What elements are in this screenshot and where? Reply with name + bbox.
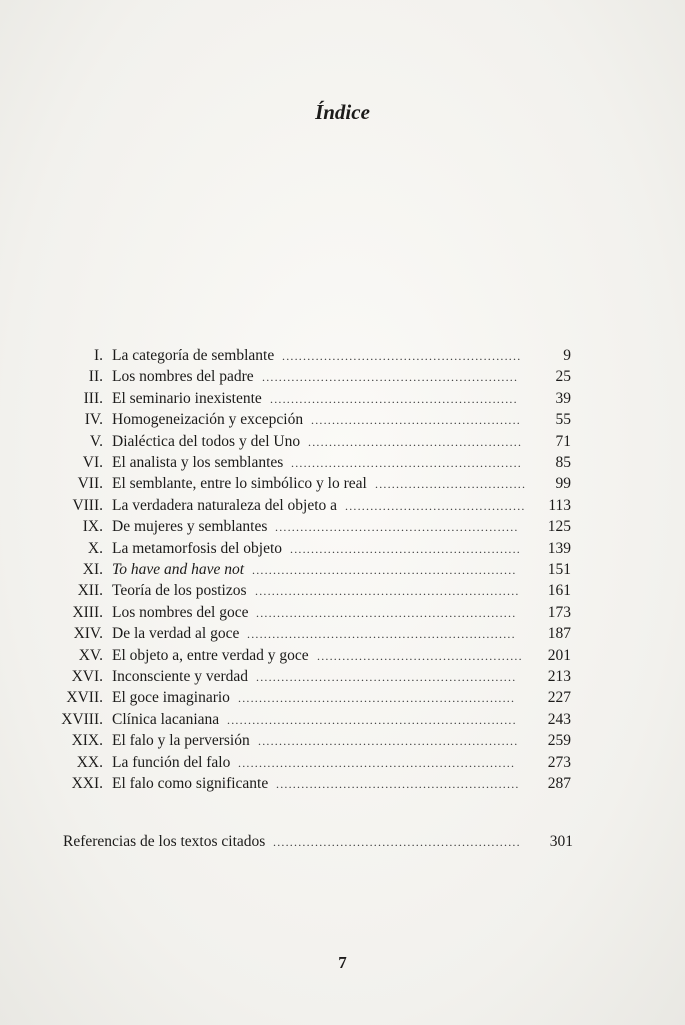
chapter-number: XII. bbox=[77, 582, 103, 600]
chapter-page-number: 259 bbox=[547, 732, 571, 750]
toc-entry bbox=[0, 516, 685, 538]
chapter-title: El analista y los semblantes bbox=[112, 454, 284, 471]
chapter-page-number: 151 bbox=[547, 561, 571, 578]
references-entry bbox=[63, 831, 573, 853]
toc-entry bbox=[0, 452, 685, 474]
toc-entry bbox=[0, 538, 685, 560]
leader-dots: .................................................................. bbox=[238, 691, 516, 706]
toc-entry bbox=[0, 687, 685, 709]
chapter-title: La verdadera naturaleza del objeto a bbox=[112, 496, 338, 514]
leader-dots: ............................................................... bbox=[252, 563, 517, 577]
chapter-page-number: 139 bbox=[547, 539, 571, 557]
leader-dots: ....................................................... bbox=[290, 541, 521, 556]
chapter-number: XX. bbox=[76, 753, 103, 771]
leader-dots: ................................................... bbox=[308, 434, 523, 449]
leader-dots: .......................................................... bbox=[275, 520, 519, 535]
chapter-page-number: 25 bbox=[555, 368, 571, 386]
leader-dots: ........................................... bbox=[345, 498, 526, 513]
chapter-page-number: 125 bbox=[547, 518, 571, 536]
leader-dots: ........................................................... bbox=[273, 835, 521, 849]
toc-entry bbox=[0, 773, 685, 795]
chapter-number: III. bbox=[83, 389, 103, 407]
chapter-page-number: 113 bbox=[548, 496, 571, 514]
toc-entry bbox=[0, 366, 685, 388]
leader-dots: .................................... bbox=[375, 477, 526, 492]
leader-dots: ................................................................ bbox=[247, 627, 516, 642]
page-number: 7 bbox=[338, 953, 347, 972]
toc-entry bbox=[0, 730, 685, 752]
chapter-title: El seminario inexistente bbox=[112, 389, 262, 407]
chapter-title: El objeto a, entre verdad y goce bbox=[112, 646, 309, 664]
chapter-page-number: 85 bbox=[555, 454, 571, 471]
chapter-title: El semblante, entre lo simbólico y lo real bbox=[112, 475, 367, 493]
chapter-page-number: 173 bbox=[547, 603, 571, 621]
leader-dots: ..................................................................... bbox=[227, 712, 517, 727]
chapter-title: De mujeres y semblantes bbox=[112, 518, 268, 536]
chapter-number: X. bbox=[87, 539, 103, 557]
chapter-page-number: 273 bbox=[547, 753, 571, 771]
chapter-title: Homogeneización y excepción bbox=[112, 411, 304, 429]
toc-entry bbox=[0, 409, 685, 431]
chapter-title: La categoría de semblante bbox=[112, 347, 275, 364]
chapter-title: Los nombres del padre bbox=[112, 368, 254, 386]
chapter-number: XXI. bbox=[71, 775, 103, 792]
chapter-title: Los nombres del goce bbox=[112, 603, 249, 621]
page-title: Índice bbox=[315, 100, 370, 124]
toc-entry bbox=[0, 666, 685, 688]
chapter-page-number: 39 bbox=[555, 389, 571, 407]
leader-dots: ......................................................... bbox=[282, 349, 522, 363]
chapter-number: XIII. bbox=[72, 603, 103, 621]
chapter-title: El falo como significante bbox=[112, 775, 269, 792]
chapter-page-number: 213 bbox=[547, 668, 571, 685]
chapter-title: Clínica lacaniana bbox=[112, 710, 220, 728]
leader-dots: .............................................................. bbox=[256, 605, 517, 620]
leader-dots: .................................................. bbox=[311, 413, 521, 428]
toc-entry bbox=[0, 580, 685, 602]
leader-dots: ................................................. bbox=[317, 648, 523, 663]
chapter-number: XV. bbox=[78, 646, 103, 664]
toc-entry bbox=[0, 559, 685, 581]
chapter-number: XVII. bbox=[66, 689, 103, 707]
chapter-page-number: 201 bbox=[547, 646, 571, 664]
toc-entry bbox=[0, 623, 685, 645]
chapter-title: To have and have not bbox=[112, 561, 245, 578]
chapter-number: XI. bbox=[82, 561, 103, 578]
chapter-page-number: 55 bbox=[555, 411, 571, 429]
chapter-number: VI. bbox=[82, 454, 103, 471]
chapter-number: V. bbox=[89, 432, 103, 450]
toc-entry bbox=[0, 645, 685, 667]
references-page-number: 301 bbox=[549, 833, 573, 850]
chapter-page-number: 227 bbox=[547, 689, 571, 707]
chapter-page-number: 161 bbox=[547, 582, 571, 600]
chapter-title: El falo y la perversión bbox=[112, 732, 250, 750]
chapter-title: Teoría de los postizos bbox=[112, 582, 247, 600]
toc-entry bbox=[0, 495, 685, 517]
chapter-number: XVIII. bbox=[61, 710, 103, 728]
toc-entry bbox=[0, 431, 685, 453]
chapter-number: VIII. bbox=[72, 496, 103, 514]
toc-entry bbox=[0, 709, 685, 731]
chapter-title: Inconsciente y verdad bbox=[112, 668, 248, 685]
toc-entry bbox=[0, 602, 685, 624]
chapter-title: La función del falo bbox=[112, 753, 231, 771]
toc-entry bbox=[0, 388, 685, 410]
chapter-number: VII. bbox=[77, 475, 103, 493]
leader-dots: ........................................................... bbox=[270, 391, 518, 406]
chapter-number: XVI. bbox=[71, 668, 103, 685]
references-label: Referencias de los textos citados bbox=[63, 833, 266, 850]
leader-dots: .......................................................... bbox=[276, 777, 520, 791]
leader-dots: ............................................................... bbox=[255, 584, 520, 599]
chapter-title: El goce imaginario bbox=[112, 689, 230, 707]
leader-dots: ............................................................. bbox=[262, 370, 519, 385]
chapter-title: Dialéctica del todos y del Uno bbox=[112, 432, 301, 450]
chapter-page-number: 99 bbox=[555, 475, 571, 493]
chapter-page-number: 287 bbox=[547, 775, 571, 792]
chapter-number: XIV. bbox=[73, 625, 103, 643]
leader-dots: .............................................................. bbox=[256, 670, 517, 684]
leader-dots: .................................................................. bbox=[238, 755, 516, 770]
chapter-page-number: 71 bbox=[555, 432, 571, 450]
toc-entry bbox=[0, 345, 685, 367]
chapter-number: XIX. bbox=[71, 732, 103, 750]
chapter-title: De la verdad al goce bbox=[112, 625, 240, 643]
leader-dots: .............................................................. bbox=[258, 734, 519, 749]
toc-entry bbox=[0, 473, 685, 495]
chapter-page-number: 187 bbox=[547, 625, 571, 643]
toc-entry bbox=[0, 752, 685, 774]
chapter-number: IX. bbox=[82, 518, 103, 536]
chapter-number: IV. bbox=[84, 411, 103, 429]
chapter-number: I. bbox=[93, 347, 103, 364]
chapter-page-number: 9 bbox=[563, 347, 571, 364]
chapter-number: II. bbox=[88, 368, 103, 386]
chapter-title: La metamorfosis del objeto bbox=[112, 539, 283, 557]
chapter-page-number: 243 bbox=[547, 710, 571, 728]
leader-dots: ....................................................... bbox=[291, 456, 522, 470]
